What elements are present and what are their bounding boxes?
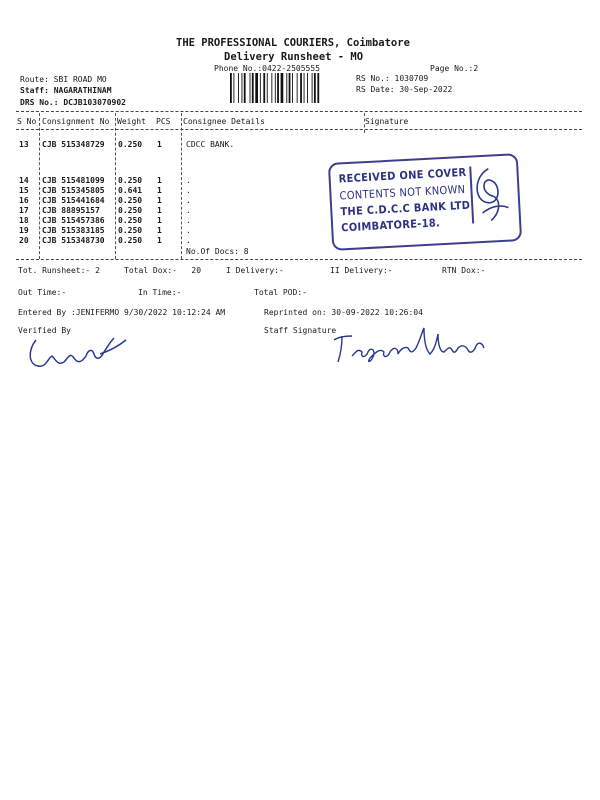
cell-weight: 0.250 <box>118 216 143 225</box>
docs-count: No.Of Docs: 8 <box>186 247 249 256</box>
stamp-line: THE C.D.C.C BANK LTD <box>340 198 471 219</box>
cell-weight: 0.641 <box>118 186 143 195</box>
cell-consignee: . <box>186 226 191 235</box>
cell-consignment: CJB 515457386 <box>42 216 105 225</box>
col-header-signature: Signature <box>365 117 409 126</box>
barcode-image <box>230 73 350 103</box>
received-stamp <box>328 153 522 251</box>
col-header-pcs: PCS <box>156 117 171 126</box>
cell-consignment: CJB 88895157 <box>42 206 100 215</box>
cell-weight: 0.250 <box>118 176 143 185</box>
cell-consignee: . <box>186 236 191 245</box>
rtn-dox: RTN Dox:- <box>442 266 486 275</box>
divider <box>16 129 582 130</box>
rs-date: RS Date: 30-Sep-2022 <box>356 85 453 94</box>
rs-number: RS No.: 1030709 <box>356 74 429 83</box>
stamp-line: CONTENTS NOT KNOWN <box>339 182 466 203</box>
cell-weight: 0.250 <box>118 236 143 245</box>
cell-consignee: . <box>186 176 191 185</box>
cell-pcs: 1 <box>157 186 162 195</box>
company-name: THE PROFESSIONAL COURIERS, Coimbatore <box>176 37 410 49</box>
col-header-consignment: Consignment No <box>42 117 110 126</box>
out-time: Out Time:- <box>18 288 67 297</box>
col-header-sno: S No <box>17 117 37 126</box>
cell-sno: 14 <box>19 176 29 185</box>
staff-signature <box>330 322 490 367</box>
cell-sno: 18 <box>19 216 29 225</box>
cell-weight: 0.250 <box>118 196 143 205</box>
cell-consignee: . <box>186 196 191 205</box>
column-divider <box>115 113 116 259</box>
col-header-weight: Weight <box>117 117 146 126</box>
cell-consignment: CJB 515345805 <box>42 186 105 195</box>
divider <box>16 259 582 260</box>
document-title: Delivery Runsheet - MO <box>224 51 364 63</box>
cell-consignee: . <box>186 186 191 195</box>
staff-signature-label: Staff Signature <box>264 326 337 335</box>
cell-sno: 20 <box>19 236 29 245</box>
staff-label: Staff: NAGARATHINAM <box>20 86 112 95</box>
cell-pcs: 1 <box>157 206 162 215</box>
cell-consignment: CJB 515481099 <box>42 176 105 185</box>
drs-number: DRS No.: DCJB103070902 <box>20 98 126 107</box>
cell-consignment: CJB 515383185 <box>42 226 105 235</box>
reprinted-on: Reprinted on: 30-09-2022 10:26:04 <box>264 308 423 317</box>
cell-weight: 0.250 <box>118 140 143 149</box>
stamp-initials-signature <box>466 161 514 225</box>
first-delivery: I Delivery:- <box>226 266 284 275</box>
stamp-line: COIMBATORE-18. <box>340 216 441 235</box>
divider <box>16 111 582 112</box>
cell-pcs: 1 <box>157 226 162 235</box>
total-pod: Total POD:- <box>254 288 307 297</box>
total-runsheet: Tot. Runsheet:- 2 <box>18 266 100 275</box>
cell-consignment: CJB 515348729 <box>42 140 105 149</box>
in-time: In Time:- <box>138 288 182 297</box>
cell-consignment: CJB 515348730 <box>42 236 105 245</box>
cell-weight: 0.250 <box>118 206 143 215</box>
column-divider <box>181 113 182 259</box>
cell-sno: 19 <box>19 226 29 235</box>
column-divider <box>364 113 365 133</box>
route-label: Route: SBI ROAD MO <box>20 75 107 84</box>
verifier-signature <box>26 330 136 375</box>
cell-pcs: 1 <box>157 196 162 205</box>
verified-by-label: Verified By <box>18 326 71 335</box>
cell-consignee: . <box>186 206 191 215</box>
entered-by: Entered By :JENIFERMO 9/30/2022 10:12:24 AM <box>18 308 226 317</box>
cell-sno: 17 <box>19 206 29 215</box>
second-delivery: II Delivery:- <box>330 266 393 275</box>
column-divider <box>39 113 40 259</box>
cell-consignee: CDCC BANK. <box>186 140 235 149</box>
cell-consignee: . <box>186 216 191 225</box>
cell-pcs: 1 <box>157 140 162 149</box>
cell-sno: 15 <box>19 186 29 195</box>
cell-sno: 16 <box>19 196 29 205</box>
cell-consignment: CJB 515441684 <box>42 196 105 205</box>
cell-pcs: 1 <box>157 216 162 225</box>
cell-pcs: 1 <box>157 176 162 185</box>
cell-pcs: 1 <box>157 236 162 245</box>
total-dox: Total Dox:- 20 <box>124 266 202 275</box>
stamp-line: RECEIVED ONE COVER <box>338 165 467 186</box>
phone-number: Phone No.:0422-2505555 <box>214 64 320 73</box>
page-number: Page No.:2 <box>430 64 479 73</box>
col-header-consignee: Consignee Details <box>183 117 265 126</box>
cell-sno: 13 <box>19 140 29 149</box>
cell-weight: 0.250 <box>118 226 143 235</box>
